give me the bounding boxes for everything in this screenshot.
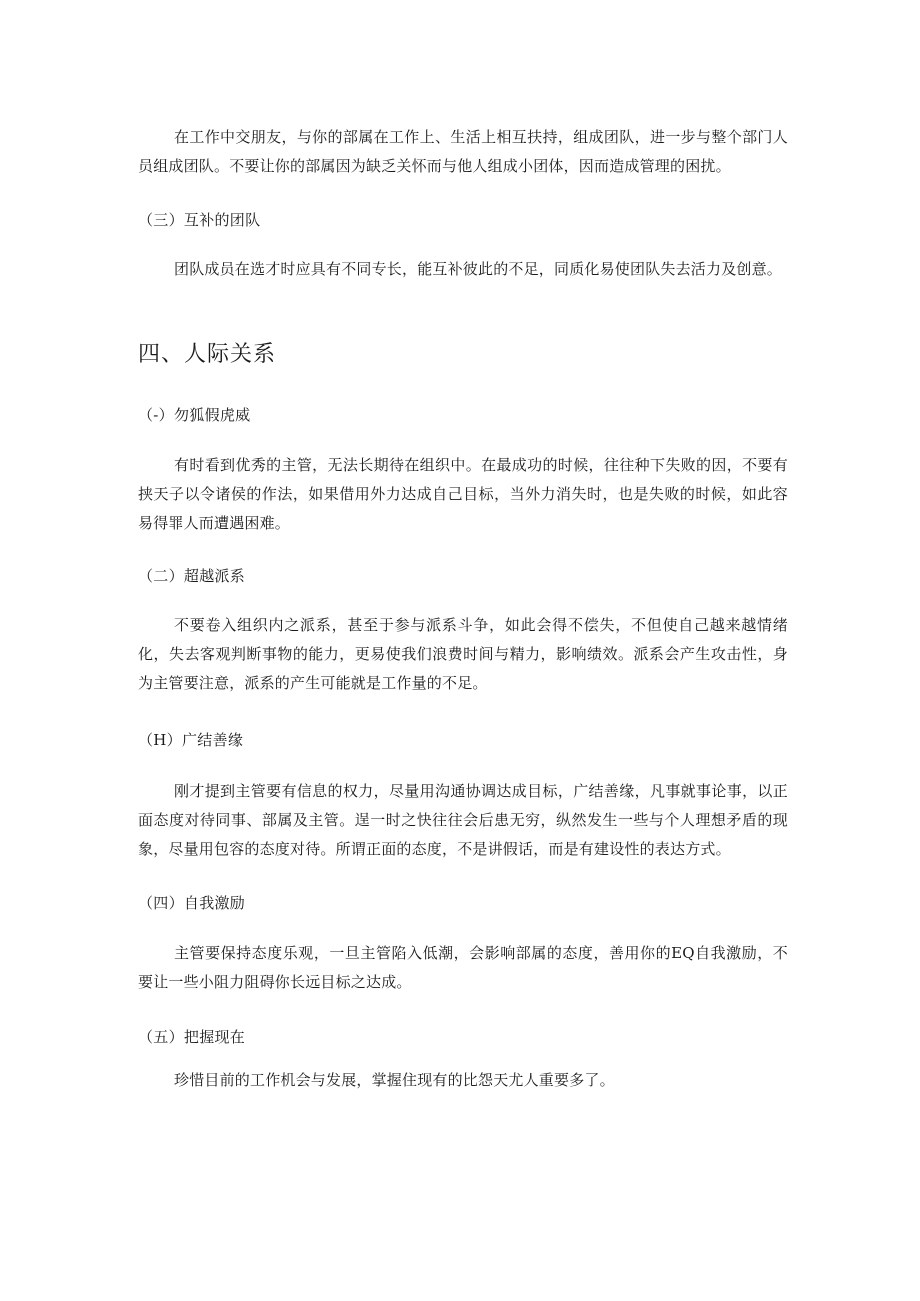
subheading-beyond-factions: （二）超越派系 <box>138 567 246 585</box>
paragraph-goodwill: 刚才提到主管要有信息的权力，尽量用沟通协调达成目标，广结善缘，凡事就事论事，以正面态度对待同事、部属及主管。逞一时之快往往会后患无穷，纵然发生一些与个人理想矛盾的现象，尽量用包容的态度对待。所谓正面的态度，不是讲假话，而是有建设性的表达方式。 <box>138 782 788 858</box>
subheading-complementary-team: （三）互补的团队 <box>138 211 261 229</box>
paragraph-self-motivation: 主管要保持态度乐观，一旦主管陷入低潮，会影响部属的态度，善用你的EQ自我激励，不要让一些小阻力阻碍你长远目标之达成。 <box>138 944 788 991</box>
subheading-seize-present: （五）把握现在 <box>138 1028 246 1046</box>
subheading-no-borrowed-power: （-）勿狐假虎威 <box>138 406 251 424</box>
paragraph-complementary-team: 团队成员在选才时应具有不同专长，能互补彼此的不足，同质化易使团队失去活力及创意。 <box>174 260 783 278</box>
subheading-self-motivation: （四）自我激励 <box>138 894 246 912</box>
paragraph-beyond-factions: 不要卷入组织内之派系，甚至于参与派系斗争，如此会得不偿失，不但使自己越来越情绪化，失去客观判断事物的能力，更易使我们浪费时间与精力，影响绩效。派系会产生攻击性，身为主管要注意，派系的产生可能就是工作量的不足。 <box>138 616 788 692</box>
paragraph-team-friendship: 在工作中交朋友，与你的部属在工作上、生活上相互扶持，组成团队，进一步与整个部门人员组成团队。不要让你的部属因为缺乏关怀而与他人组成小团体，因而造成管理的困扰。 <box>138 128 788 175</box>
subheading-goodwill: （H）广结善缘 <box>138 731 244 749</box>
section-title-interpersonal: 四、人际关系 <box>138 342 277 367</box>
paragraph-no-borrowed-power: 有时看到优秀的主管，无法长期待在组织中。在最成功的时候，往往种下失败的因，不要有挟天子以令诸侯的作法，如果借用外力达成自己目标，当外力消失时，也是失败的时候，如此容易得罪人而遭遇困难。 <box>138 456 788 532</box>
paragraph-seize-present: 珍惜目前的工作机会与发展，掌握住现有的比怨天尤人重要多了。 <box>174 1071 615 1089</box>
